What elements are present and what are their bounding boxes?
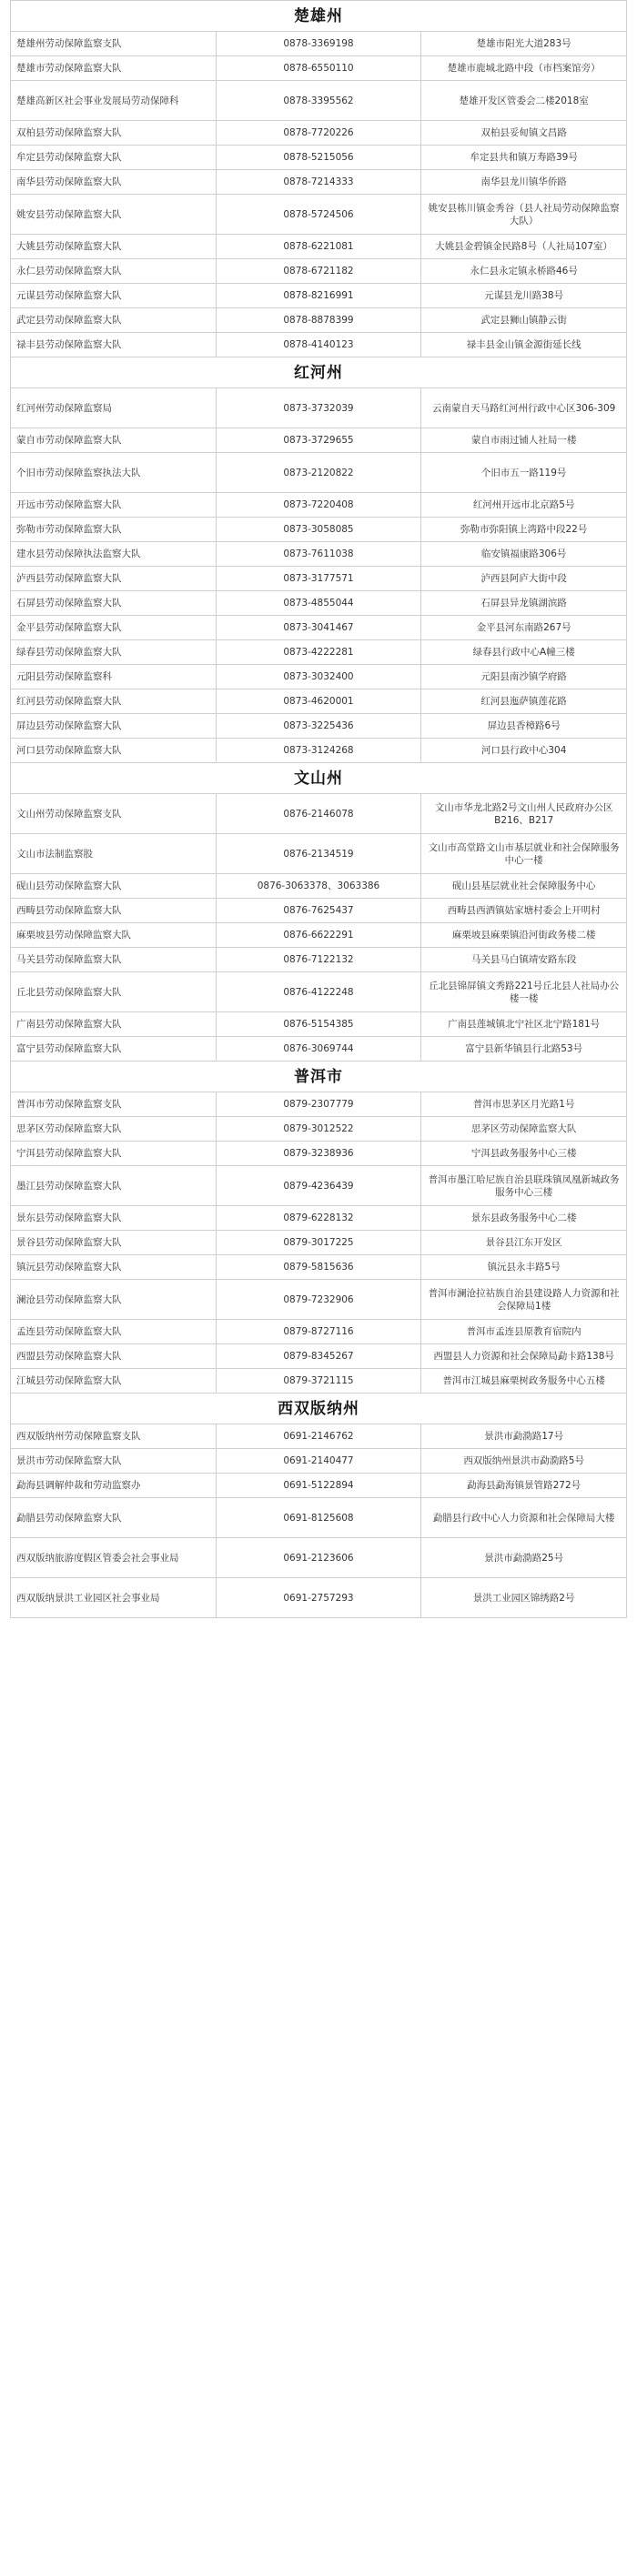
agency-name-cell: 武定县劳动保障监察大队 xyxy=(11,308,217,333)
section-title: 普洱市 xyxy=(11,1062,627,1092)
phone-cell: 0878-6721182 xyxy=(216,259,421,284)
agency-name-cell: 丘北县劳动保障监察大队 xyxy=(11,972,217,1012)
table-row xyxy=(11,1142,627,1166)
phone-cell: 0876-3063378、3063386 xyxy=(216,874,421,899)
address-cell: 元阳县南沙镇学府路 xyxy=(421,665,627,689)
address-cell: 姚安县栋川镇金秀谷（县人社局劳动保障监察大队） xyxy=(421,195,627,235)
agency-name-cell: 西双版纳州劳动保障监察支队 xyxy=(11,1424,217,1449)
table-row xyxy=(11,1255,627,1280)
table-row xyxy=(11,834,627,874)
address-cell: 红河州开远市北京路5号 xyxy=(421,493,627,518)
table-row xyxy=(11,308,627,333)
phone-cell: 0873-2120822 xyxy=(216,453,421,493)
table-row xyxy=(11,689,627,714)
phone-cell: 0876-7625437 xyxy=(216,899,421,923)
agency-name-cell: 富宁县劳动保障监察大队 xyxy=(11,1037,217,1062)
phone-cell: 0873-3729655 xyxy=(216,428,421,453)
phone-cell: 0691-2146762 xyxy=(216,1424,421,1449)
phone-cell: 0876-7122132 xyxy=(216,948,421,972)
table-row xyxy=(11,1424,627,1449)
phone-cell: 0879-8345267 xyxy=(216,1344,421,1369)
address-cell: 云南蒙自天马路红河州行政中心区306-309 xyxy=(421,388,627,428)
phone-cell: 0876-6622291 xyxy=(216,923,421,948)
table-row xyxy=(11,170,627,195)
table-row xyxy=(11,616,627,640)
agency-name-cell: 镇沅县劳动保障监察大队 xyxy=(11,1255,217,1280)
table-row xyxy=(11,195,627,235)
address-cell: 河口县行政中心304 xyxy=(421,739,627,763)
agency-name-cell: 石屏县劳动保障监察大队 xyxy=(11,591,217,616)
address-cell: 普洱市思茅区月光路1号 xyxy=(421,1092,627,1117)
table-row xyxy=(11,948,627,972)
section-header-row xyxy=(11,1,627,32)
agency-name-cell: 绿春县劳动保障监察大队 xyxy=(11,640,217,665)
table-row xyxy=(11,972,627,1012)
phone-cell: 0873-7220408 xyxy=(216,493,421,518)
table-row xyxy=(11,1498,627,1538)
agency-name-cell: 元谋县劳动保障监察大队 xyxy=(11,284,217,308)
agency-name-cell: 大姚县劳动保障监察大队 xyxy=(11,235,217,259)
agency-name-cell: 蒙自市劳动保障监察大队 xyxy=(11,428,217,453)
phone-cell: 0879-3721115 xyxy=(216,1369,421,1394)
agency-name-cell: 孟连县劳动保障监察大队 xyxy=(11,1320,217,1344)
table-row xyxy=(11,518,627,542)
address-cell: 泸西县阿庐大街中段 xyxy=(421,567,627,591)
phone-cell: 0878-8216991 xyxy=(216,284,421,308)
phone-cell: 0879-6228132 xyxy=(216,1206,421,1231)
address-cell: 文山市高堂路文山市基层就业和社会保障服务中心一楼 xyxy=(421,834,627,874)
table-row xyxy=(11,640,627,665)
agency-name-cell: 弥勒市劳动保障监察大队 xyxy=(11,518,217,542)
agency-name-cell: 澜沧县劳动保障监察大队 xyxy=(11,1280,217,1320)
table-row xyxy=(11,1012,627,1037)
inspection-directory-table xyxy=(10,0,627,1618)
phone-cell: 0873-3058085 xyxy=(216,518,421,542)
agency-name-cell: 文山州劳动保障监察支队 xyxy=(11,794,217,834)
phone-cell: 0878-3369198 xyxy=(216,32,421,56)
table-row xyxy=(11,1578,627,1618)
phone-cell: 0873-4855044 xyxy=(216,591,421,616)
phone-cell: 0878-6221081 xyxy=(216,235,421,259)
address-cell: 石屏县异龙镇湖滨路 xyxy=(421,591,627,616)
table-row xyxy=(11,1231,627,1255)
phone-cell: 0878-7214333 xyxy=(216,170,421,195)
agency-name-cell: 砚山县劳动保障监察大队 xyxy=(11,874,217,899)
agency-name-cell: 建水县劳动保障执法监察大队 xyxy=(11,542,217,567)
table-row xyxy=(11,1538,627,1578)
agency-name-cell: 元阳县劳动保障监察科 xyxy=(11,665,217,689)
phone-cell: 0878-6550110 xyxy=(216,56,421,81)
table-row xyxy=(11,1206,627,1231)
address-cell: 广南县莲城镇北宁社区北宁路181号 xyxy=(421,1012,627,1037)
phone-cell: 0873-4222281 xyxy=(216,640,421,665)
phone-cell: 0876-5154385 xyxy=(216,1012,421,1037)
phone-cell: 0691-2140477 xyxy=(216,1449,421,1474)
agency-name-cell: 江城县劳动保障监察大队 xyxy=(11,1369,217,1394)
table-row xyxy=(11,388,627,428)
address-cell: 景谷县江东开发区 xyxy=(421,1231,627,1255)
phone-cell: 0876-2146078 xyxy=(216,794,421,834)
table-row xyxy=(11,794,627,834)
address-cell: 蒙自市雨过铺人社局一楼 xyxy=(421,428,627,453)
table-row xyxy=(11,1474,627,1498)
table-row xyxy=(11,56,627,81)
table-row xyxy=(11,146,627,170)
table-row xyxy=(11,493,627,518)
section-header-row xyxy=(11,763,627,794)
phone-cell: 0879-3012522 xyxy=(216,1117,421,1142)
agency-name-cell: 南华县劳动保障监察大队 xyxy=(11,170,217,195)
address-cell: 楚雄开发区管委会二楼2018室 xyxy=(421,81,627,121)
address-cell: 麻栗坡县麻栗镇沿河街政务楼二楼 xyxy=(421,923,627,948)
agency-name-cell: 麻栗坡县劳动保障监察大队 xyxy=(11,923,217,948)
phone-cell: 0873-3124268 xyxy=(216,739,421,763)
agency-name-cell: 马关县劳动保障监察大队 xyxy=(11,948,217,972)
phone-cell: 0873-3732039 xyxy=(216,388,421,428)
address-cell: 西双版纳州景洪市勐泐路5号 xyxy=(421,1449,627,1474)
phone-cell: 0878-4140123 xyxy=(216,333,421,357)
table-row xyxy=(11,1280,627,1320)
address-cell: 砚山县基层就业社会保障服务中心 xyxy=(421,874,627,899)
section-header-row xyxy=(11,1394,627,1424)
address-cell: 武定县狮山镇静云街 xyxy=(421,308,627,333)
agency-name-cell: 普洱市劳动保障监察支队 xyxy=(11,1092,217,1117)
agency-name-cell: 金平县劳动保障监察大队 xyxy=(11,616,217,640)
agency-name-cell: 楚雄州劳动保障监察支队 xyxy=(11,32,217,56)
table-row xyxy=(11,32,627,56)
table-row xyxy=(11,284,627,308)
address-cell: 景东县政务服务中心二楼 xyxy=(421,1206,627,1231)
table-row xyxy=(11,235,627,259)
address-cell: 镇沅县永丰路5号 xyxy=(421,1255,627,1280)
phone-cell: 0878-3395562 xyxy=(216,81,421,121)
address-cell: 景洪市勐泐路17号 xyxy=(421,1424,627,1449)
table-row xyxy=(11,1449,627,1474)
address-cell: 屏边县香樟路6号 xyxy=(421,714,627,739)
phone-cell: 0873-3032400 xyxy=(216,665,421,689)
address-cell: 牟定县共和镇万寿路39号 xyxy=(421,146,627,170)
phone-cell: 0873-7611038 xyxy=(216,542,421,567)
section-title: 西双版纳州 xyxy=(11,1394,627,1424)
phone-cell: 0879-3238936 xyxy=(216,1142,421,1166)
address-cell: 红河县迤萨镇莲花路 xyxy=(421,689,627,714)
table-row xyxy=(11,567,627,591)
address-cell: 勐腊县行政中心人力资源和社会保障局大楼 xyxy=(421,1498,627,1538)
agency-name-cell: 广南县劳动保障监察大队 xyxy=(11,1012,217,1037)
address-cell: 勐海县勐海镇景管路272号 xyxy=(421,1474,627,1498)
address-cell: 普洱市江城县麻栗树政务服务中心五楼 xyxy=(421,1369,627,1394)
address-cell: 临安镇福康路306号 xyxy=(421,542,627,567)
table-row xyxy=(11,333,627,357)
table-row xyxy=(11,874,627,899)
phone-cell: 0879-5815636 xyxy=(216,1255,421,1280)
phone-cell: 0691-2123606 xyxy=(216,1538,421,1578)
address-cell: 马关县马白镇靖安路东段 xyxy=(421,948,627,972)
section-header-row xyxy=(11,1062,627,1092)
table-row xyxy=(11,453,627,493)
agency-name-cell: 景东县劳动保障监察大队 xyxy=(11,1206,217,1231)
phone-cell: 0878-7720226 xyxy=(216,121,421,146)
table-row xyxy=(11,714,627,739)
address-cell: 景洪工业园区锦绣路2号 xyxy=(421,1578,627,1618)
agency-name-cell: 开远市劳动保障监察大队 xyxy=(11,493,217,518)
address-cell: 元谋县龙川路38号 xyxy=(421,284,627,308)
phone-cell: 0878-5215056 xyxy=(216,146,421,170)
address-cell: 普洱市孟连县原教育宿院内 xyxy=(421,1320,627,1344)
address-cell: 金平县河东南路267号 xyxy=(421,616,627,640)
address-cell: 禄丰县金山镇金源街延长线 xyxy=(421,333,627,357)
agency-name-cell: 泸西县劳动保障监察大队 xyxy=(11,567,217,591)
table-row xyxy=(11,1092,627,1117)
address-cell: 双柏县妥甸镇文昌路 xyxy=(421,121,627,146)
address-cell: 西盟县人力资源和社会保障局勐卡路138号 xyxy=(421,1344,627,1369)
table-row xyxy=(11,899,627,923)
agency-name-cell: 勐海县调解仲裁和劳动监察办 xyxy=(11,1474,217,1498)
agency-name-cell: 红河州劳动保障监察局 xyxy=(11,388,217,428)
address-cell: 思茅区劳动保障监察大队 xyxy=(421,1117,627,1142)
agency-name-cell: 勐腊县劳动保障监察大队 xyxy=(11,1498,217,1538)
agency-name-cell: 屏边县劳动保障监察大队 xyxy=(11,714,217,739)
table-row xyxy=(11,121,627,146)
table-row xyxy=(11,542,627,567)
agency-name-cell: 景谷县劳动保障监察大队 xyxy=(11,1231,217,1255)
address-cell: 普洱市墨江哈尼族自治县联珠镇凤凰新城政务服务中心三楼 xyxy=(421,1166,627,1206)
address-cell: 弥勒市弥阳镇上湾路中段22号 xyxy=(421,518,627,542)
agency-name-cell: 文山市法制监察股 xyxy=(11,834,217,874)
table-row xyxy=(11,81,627,121)
agency-name-cell: 个旧市劳动保障监察执法大队 xyxy=(11,453,217,493)
address-cell: 永仁县永定镇永桥路46号 xyxy=(421,259,627,284)
agency-name-cell: 西双版纳旅游度假区管委会社会事业局 xyxy=(11,1538,217,1578)
table-row xyxy=(11,428,627,453)
table-row xyxy=(11,1344,627,1369)
agency-name-cell: 红河县劳动保障监察大队 xyxy=(11,689,217,714)
table-row xyxy=(11,739,627,763)
agency-name-cell: 宁洱县劳动保障监察大队 xyxy=(11,1142,217,1166)
phone-cell: 0873-3225436 xyxy=(216,714,421,739)
address-cell: 大姚县金碧镇金民路8号（人社局107室） xyxy=(421,235,627,259)
phone-cell: 0879-7232906 xyxy=(216,1280,421,1320)
agency-name-cell: 河口县劳动保障监察大队 xyxy=(11,739,217,763)
table-row xyxy=(11,1166,627,1206)
phone-cell: 0876-2134519 xyxy=(216,834,421,874)
address-cell: 富宁县新华镇县行北路53号 xyxy=(421,1037,627,1062)
address-cell: 西畴县西洒镇姑家塘村委会上开明村 xyxy=(421,899,627,923)
table-row xyxy=(11,591,627,616)
phone-cell: 0879-8727116 xyxy=(216,1320,421,1344)
table-row xyxy=(11,1369,627,1394)
agency-name-cell: 牟定县劳动保障监察大队 xyxy=(11,146,217,170)
section-title: 红河州 xyxy=(11,357,627,388)
address-cell: 宁洱县政务服务中心三楼 xyxy=(421,1142,627,1166)
agency-name-cell: 西盟县劳动保障监察大队 xyxy=(11,1344,217,1369)
phone-cell: 0876-3069744 xyxy=(216,1037,421,1062)
table-row xyxy=(11,665,627,689)
address-cell: 景洪市勐泐路25号 xyxy=(421,1538,627,1578)
agency-name-cell: 双柏县劳动保障监察大队 xyxy=(11,121,217,146)
phone-cell: 0691-8125608 xyxy=(216,1498,421,1538)
address-cell: 文山市华龙北路2号文山州人民政府办公区B216、B217 xyxy=(421,794,627,834)
phone-cell: 0691-2757293 xyxy=(216,1578,421,1618)
table-row xyxy=(11,1117,627,1142)
phone-cell: 0873-3177571 xyxy=(216,567,421,591)
agency-name-cell: 楚雄市劳动保障监察大队 xyxy=(11,56,217,81)
address-cell: 普洱市澜沧拉祜族自治县建设路人力资源和社会保障局1楼 xyxy=(421,1280,627,1320)
section-title: 楚雄州 xyxy=(11,1,627,32)
address-cell: 个旧市五一路119号 xyxy=(421,453,627,493)
table-row xyxy=(11,1037,627,1062)
table-row xyxy=(11,923,627,948)
agency-name-cell: 西双版纳景洪工业园区社会事业局 xyxy=(11,1578,217,1618)
table-row xyxy=(11,259,627,284)
address-cell: 绿春县行政中心A幢三楼 xyxy=(421,640,627,665)
phone-cell: 0879-3017225 xyxy=(216,1231,421,1255)
address-cell: 楚雄市鹿城北路中段（市档案馆旁） xyxy=(421,56,627,81)
phone-cell: 0876-4122248 xyxy=(216,972,421,1012)
agency-name-cell: 楚雄高新区社会事业发展局劳动保障科 xyxy=(11,81,217,121)
agency-name-cell: 景洪市劳动保障监察大队 xyxy=(11,1449,217,1474)
section-header-row xyxy=(11,357,627,388)
phone-cell: 0878-5724506 xyxy=(216,195,421,235)
agency-name-cell: 禄丰县劳动保障监察大队 xyxy=(11,333,217,357)
phone-cell: 0879-4236439 xyxy=(216,1166,421,1206)
agency-name-cell: 永仁县劳动保障监察大队 xyxy=(11,259,217,284)
phone-cell: 0873-4620001 xyxy=(216,689,421,714)
address-cell: 南华县龙川镇华侨路 xyxy=(421,170,627,195)
table-row xyxy=(11,1320,627,1344)
address-cell: 楚雄市阳光大道283号 xyxy=(421,32,627,56)
section-title: 文山州 xyxy=(11,763,627,794)
phone-cell: 0878-8878399 xyxy=(216,308,421,333)
agency-name-cell: 姚安县劳动保障监察大队 xyxy=(11,195,217,235)
address-cell: 丘北县锦屏镇文秀路221号丘北县人社局办公楼一楼 xyxy=(421,972,627,1012)
agency-name-cell: 思茅区劳动保障监察大队 xyxy=(11,1117,217,1142)
agency-name-cell: 墨江县劳动保障监察大队 xyxy=(11,1166,217,1206)
agency-name-cell: 西畴县劳动保障监察大队 xyxy=(11,899,217,923)
phone-cell: 0879-2307779 xyxy=(216,1092,421,1117)
phone-cell: 0691-5122894 xyxy=(216,1474,421,1498)
phone-cell: 0873-3041467 xyxy=(216,616,421,640)
